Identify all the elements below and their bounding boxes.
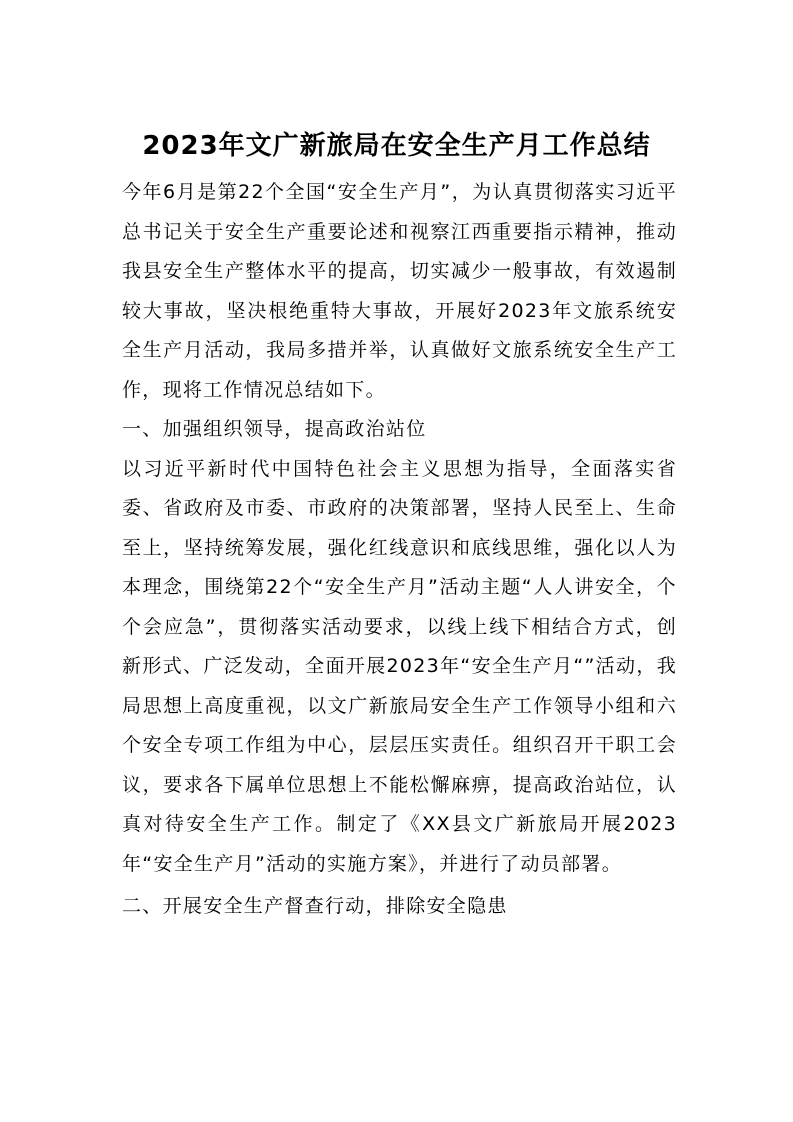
section-1-paragraph: 以习近平新时代中国特色社会主义思想为指导，全面落实省委、省政府及市委、市政府的决策部署，坚持人民至上、生命至上，坚持统筹发展，强化红线意识和底线思维，强化以人为本理念，围绕第22个“安全生产月”活动主题“人人讲安全，个个会应急”，贯彻落实活动要求，以线上线下相结合方式，创新形式、广泛发动，全面开展2023年“安全生产月“”活动，我局思想上高度重视，以文广新旅局安全生产工作领导小组和六个安全专项工作组为中心，层层压实责任。组织召开干职工会议，要求各下属单位思想上不能松懈麻痹，提高政治站位，认真对待安全生产工作。制定了《XX县文广新旅局开展2023年“安全生产月”活动的实施方案》，并进行了动员部署。 <box>122 457 677 875</box>
section-heading-2: 二、开展安全生产督查行动，排除安全隐患 <box>122 895 508 917</box>
document-title: 2023年文广新旅局在安全生产月工作总结 <box>142 131 651 161</box>
section-heading-1: 一、加强组织领导，提高政治站位 <box>122 418 427 440</box>
intro-paragraph: 今年6月是第22个全国“安全生产月”，为认真贯彻落实习近平总书记关于安全生产重要论述和视察江西重要指示精神，推动我县安全生产整体水平的提高，切实减少一般事故，有效遏制较大事故，坚决根绝重特大事故，开展好2023年文旅系统安全生产月活动，我局多措并举，认真做好文旅系统安全生产工作，现将工作情况总结如下。 <box>122 181 677 401</box>
document-body <box>122 173 677 927</box>
